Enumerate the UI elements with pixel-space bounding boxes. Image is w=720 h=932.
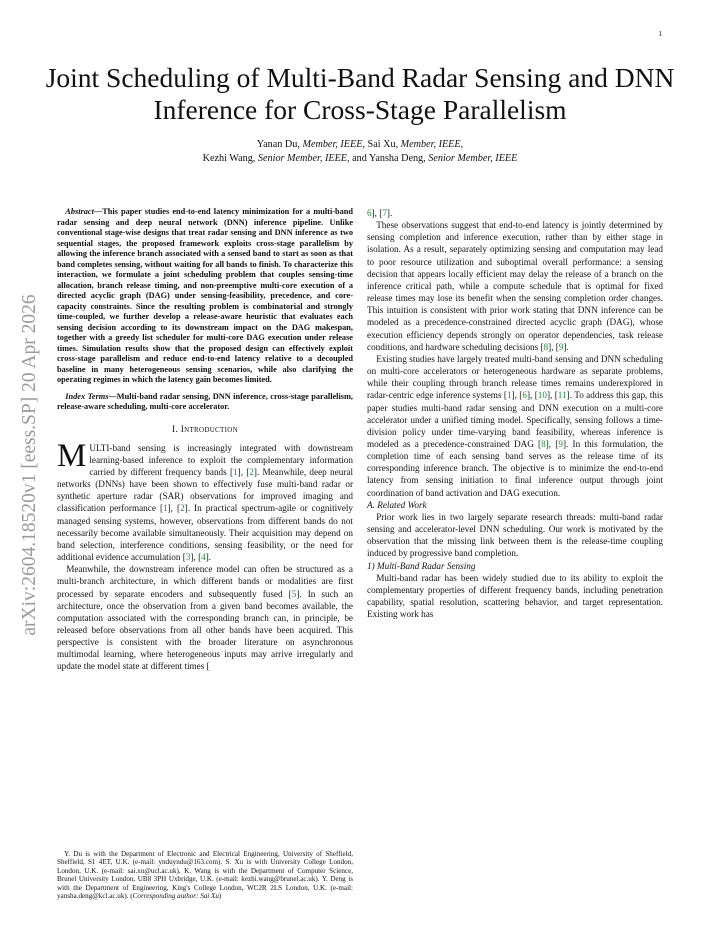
affiliation-footnote: Y. Du is with the Department of Electronic and Electrical Engineering, University of Sheffield, Sheffield, S1 4ET, U.K. (e-mail: ynduyndu@163.com). S. Xu is with University College London, London, U.K. (e-mail: sai.xu@ucl.ac.uk). K. Wang is with the Department of Computer Science, Brunel University London, UB8 3PH Uxbridge, U.K. (e-mail: kezhi.wang@brunel.ac.uk). Y. Deng is with the Department of Engineering, King's College London, WC2R 2LS London, U.K. (e-mail: yansha.deng@kcl.ac.uk). (Corresponding author: Sai Xu) xyxy=(57,850,353,901)
drop-cap: M xyxy=(57,437,87,474)
author-name: and Yansha Deng, xyxy=(349,152,429,164)
intro-paragraph-4: Existing studies have largely treated multi-band sensing and DNN scheduling on multi-core accelerators or heterogeneous hardware as separate problems, while their coupling through branch release times remains underexplored in radar-centric edge inference systems [1], [6], [10], [11]. To address this gap, this paper studies multi-band radar sensing and DNN execution on a multi-core accelerator under a unified timing model. Specifically, sensing follows a time-division policy under time-varying band feasibility, whereas inference is modeled as a precedence-constrained DAG [8], [9]. In this formulation, the completion time of each sensing band serves as the release time of its corresponding inference branch. The objective is to minimize the end-to-end latency from sensing initiation to final inference output through joint coordination of band activation and DAG execution. xyxy=(367,353,664,498)
citation-link[interactable]: 1 xyxy=(163,503,168,514)
text-run: ]. xyxy=(386,208,393,218)
intro-paragraph-2-cont xyxy=(367,207,663,219)
citation-link[interactable]: 8 xyxy=(543,341,549,352)
paper-title: Joint Scheduling of Multi-Band Radar Sensing and DNN Inference for Cross-Stage Parallelism xyxy=(45,62,675,125)
citation-link[interactable]: 8 xyxy=(541,438,546,449)
citation-link[interactable]: 9 xyxy=(558,341,564,352)
abstract xyxy=(57,207,353,413)
citation-link[interactable]: 6 xyxy=(367,208,372,218)
citation-link[interactable]: 9 xyxy=(558,438,563,449)
intro-paragraph-3: These observations suggest that end-to-end latency is jointly determined by sensing completion and inference execution, rather than by either stage in isolation. As a result, separately optimizing sensing and computation may lead to poor resource utilization and suboptimal overall performance: a sensing decision that appears locally efficient may delay the release of a branch on the inference critical path, while a compute schedule that is optimal for fixed release times may lose its benefit when the sensing completion order changes. This intuition is consistent with prior work stating that DNN inference can be modeled as a precedence-constrained directed acyclic graph (DAG), whose execution efficiency depends strongly on operator dependencies, task release conditions, and hardware scheduling decisions [8], [9]. xyxy=(367,220,663,352)
right-column xyxy=(367,207,663,620)
index-terms-text: —Multi-band radar sensing, DNN inference, cross-stage parallelism, release-aware scheduling, multi-core accelerator. xyxy=(57,391,354,411)
arxiv-stamp-text: arXiv:2604.18520v1 [eess.SP] 20 Apr 2026 xyxy=(19,294,40,636)
citation-link[interactable]: 1 xyxy=(233,466,238,477)
citation-link[interactable]: 6 xyxy=(522,390,527,401)
citation-link[interactable]: 3 xyxy=(185,552,191,563)
text-run: ], [ xyxy=(371,208,383,218)
page-number: 1 xyxy=(658,30,662,38)
citation-link[interactable]: 5 xyxy=(291,588,297,599)
left-column xyxy=(57,207,353,673)
citation-link[interactable]: 7 xyxy=(382,208,387,218)
section-heading-introduction: I. Introduction xyxy=(172,424,238,435)
author-line-1 xyxy=(40,138,680,152)
arxiv-stamp xyxy=(10,250,50,680)
index-terms xyxy=(57,392,353,413)
citation-link[interactable]: 1 xyxy=(506,390,512,401)
author-name: Sai Xu, xyxy=(365,139,401,150)
citation-link[interactable]: 2 xyxy=(249,466,254,477)
abstract-text: —This paper studies end-to-end latency minimization for a multi-band radar sensing and deep neural network (DNN) inference pipeline. Unlike conventional stage-wise designs that treat radar sensing and DNN inference as two sequential stages, the proposed framework exploits cross-stage parallelism by allowing the inference branch associated with a sensed band to start as soon as that band completes sensing, without waiting for all bands to finish. To characterize this interaction, we formulate a joint scheduling problem that couples sensing-time allocation, branch release timing, and non-preemptive multi-core execution of a directed acyclic graph (DAG) under sensing-feasibility, precedence, and core-capacity constraints. Since the resulting problem is combinatorial and strongly time-coupled, we further develop a release-aware heuristic that evaluates each sensing decision according to its downstream impact on the DAG makespan, together with a greedy list scheduler for multi-core DAG execution under release times. Simulation results show that the proposed design can effectively exploit cross-stage parallelism and reduce end-to-end latency relative to a decoupled baseline in many heterogeneous sensing scenarios, while also clarifying the operating regimes in which the latency gain becomes limited. xyxy=(57,207,353,384)
author-affil: Member, IEEE, xyxy=(400,139,464,150)
subsubsection-heading-multiband: 1) Multi-Band Radar Sensing xyxy=(367,560,476,571)
citation-link[interactable]: 11 xyxy=(557,390,567,401)
author-name: Yanan Du, xyxy=(256,139,303,150)
author-affil: Senior Member, IEEE xyxy=(428,152,518,164)
subsection-heading-related-work: A. Related Work xyxy=(367,499,427,510)
author-block xyxy=(40,138,680,165)
author-line-2 xyxy=(40,152,680,166)
author-name: Kezhi Wang, xyxy=(202,152,258,164)
index-terms-label: Index Terms xyxy=(65,391,109,401)
related-work-paragraph: Prior work lies in two largely separate research threads: multi-band radar sensing and accelerator-level DNN scheduling. Our work is motivated by the observation that the missing link between them is the release-time coupling induced by progressive band completion. xyxy=(367,511,663,559)
abstract-label: Abstract xyxy=(65,207,94,216)
author-affil: Senior Member, IEEE, xyxy=(257,152,350,164)
intro-paragraph-2: Meanwhile, the downstream inference model can often be structured as a multi-branch architecture, in which different bands or modalities are first processed by separate encoders and subsequently fused [5]. In such an architecture, once the observation from a given band becomes available, the computation associated with the corresponding branch can, in principle, be released before observations from all other bands have been acquired. This perspective is consistent with the broader literature on asynchronous multimodal learning, where heterogeneous inputs may arrive irregularly and update the model state at different times [ xyxy=(57,564,353,672)
multiband-paragraph: Multi-band radar has been widely studied due to its ability to exploit the complementary properties of different frequency bands, including penetration capability, spatial resolution, scattering behavior, and target representation. Existing work has xyxy=(367,572,663,620)
citation-link[interactable]: 10 xyxy=(537,390,547,401)
author-affil: Member, IEEE, xyxy=(302,139,365,150)
citation-link[interactable]: 4 xyxy=(201,552,206,563)
citation-link[interactable]: 2 xyxy=(180,503,185,514)
intro-paragraph-1: MULTI-band sensing is increasingly integrated with downstream learning-based inference to exploit the complementary information carried by different frequency bands [1], [2]. Meanwhile, deep neural networks (DNNs) have been shown to effectively fuse multi-band radar or synthetic aperture radar (SAR) observations for improved imaging and classification performance [1], [2]. In practical spectrum-agile or cognitively managed sensing systems, however, observations from different bands do not necessarily become available simultaneously. Their acquisition may depend on band selection, interference conditions, sensing feasibility, or the need for additional evidence accumulation [3], [4]. xyxy=(57,437,354,563)
